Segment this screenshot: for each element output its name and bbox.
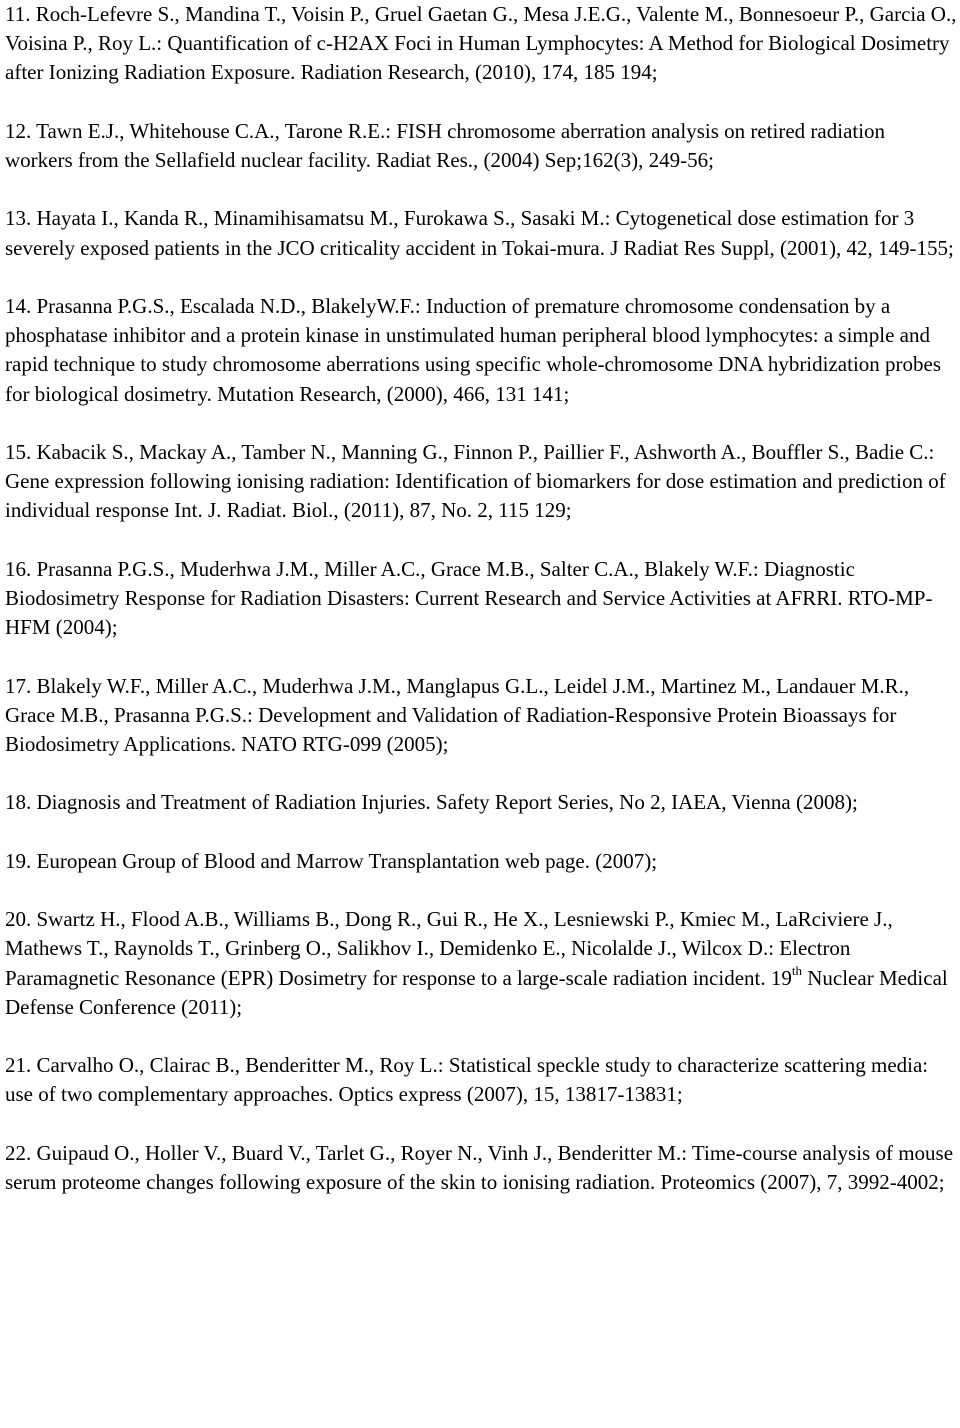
reference-spacer bbox=[5, 88, 957, 117]
reference-text: European Group of Blood and Marrow Transplantation web page. (2007); bbox=[36, 848, 658, 873]
reference-spacer bbox=[5, 1110, 957, 1139]
reference-item bbox=[5, 117, 957, 175]
reference-spacer bbox=[5, 876, 957, 905]
reference-item bbox=[5, 788, 957, 817]
reference-text: Prasanna P.G.S., Escalada N.D., BlakelyW.F.: Induction of premature chromosome condensation by a phosphatase inhibitor and a protein kinase in unstimulated human peripheral blood lymphocytes: a simple and rapid technique to study chromosome aberrations using specific whole-chromosome DNA hybridization probes for biological dosimetry. Mutation Research, (2000), 466, 131 141; bbox=[5, 293, 942, 406]
reference-number: 14. bbox=[5, 293, 32, 318]
reference-spacer bbox=[5, 759, 957, 788]
reference-spacer bbox=[5, 409, 957, 438]
reference-text: Hayata I., Kanda R., Minamihisamatsu M., Furokawa S., Sasaki M.: Cytogenetical dose estimation for 3 severely exposed patients in the JCO criticality accident in Tokai-mura. J Radiat Res Suppl, (2001), 42, 149-155; bbox=[5, 206, 954, 260]
reference-number: 20. bbox=[5, 907, 32, 932]
reference-number: 21. bbox=[5, 1053, 32, 1078]
reference-spacer bbox=[5, 526, 957, 555]
reference-number: 19. bbox=[5, 848, 32, 873]
reference-number: 22. bbox=[5, 1140, 32, 1165]
reference-item bbox=[5, 204, 957, 262]
reference-item bbox=[5, 672, 957, 760]
reference-text-continued: Nuclear Medical Defense Conference (2011); bbox=[5, 965, 948, 1019]
reference-item bbox=[5, 555, 957, 643]
reference-number: 12. bbox=[5, 118, 32, 143]
reference-text: Prasanna P.G.S., Muderhwa J.M., Miller A.C., Grace M.B., Salter C.A., Blakely W.F.: Diagnostic Biodosimetry Response for Radiation Disasters: Current Research and Service Activities at AFRRI. RTO-MP-HFM (2004); bbox=[5, 556, 933, 640]
reference-item bbox=[5, 438, 957, 526]
reference-text: Carvalho O., Clairac B., Benderitter M., Roy L.: Statistical speckle study to characterize scattering media: use of two complementary approaches. Optics express (2007), 15, 13817-13831; bbox=[5, 1053, 929, 1107]
ordinal-superscript: th bbox=[791, 962, 802, 978]
reference-text: Guipaud O., Holler V., Buard V., Tarlet G., Royer N., Vinh J., Benderitter M.: Time-course analysis of mouse serum proteome changes following exposure of the skin to ionising radiation. Proteomics (2007), 7, 3992-4002; bbox=[5, 1140, 954, 1194]
reference-number: 17. bbox=[5, 673, 32, 698]
reference-item bbox=[5, 905, 957, 1022]
reference-number: 13. bbox=[5, 206, 32, 231]
reference-text: Tawn E.J., Whitehouse C.A., Tarone R.E.: FISH chromosome aberration analysis on retired radiation workers from the Sellafield nuclear facility. Radiat Res., (2004) Sep;162(3), 249-56; bbox=[5, 118, 886, 172]
reference-item bbox=[5, 1139, 957, 1197]
reference-number: 18. bbox=[5, 790, 32, 815]
reference-number: 15. bbox=[5, 439, 32, 464]
reference-number: 16. bbox=[5, 556, 32, 581]
reference-list bbox=[5, 0, 957, 1197]
reference-spacer bbox=[5, 818, 957, 847]
reference-spacer bbox=[5, 175, 957, 204]
reference-text: Diagnosis and Treatment of Radiation Injuries. Safety Report Series, No 2, IAEA, Vienna (2008); bbox=[36, 790, 858, 815]
reference-item bbox=[5, 292, 957, 409]
reference-number: 11. bbox=[5, 2, 31, 26]
reference-item bbox=[5, 847, 957, 876]
reference-text: Kabacik S., Mackay A., Tamber N., Manning G., Finnon P., Paillier F., Ashworth A., Bouffler S., Badie C.: Gene expression following ionising radiation: Identification of biomarkers for dose estimation and prediction of individual response Int. J. Radiat. Biol., (2011), 87, No. 2, 115 129; bbox=[5, 439, 946, 523]
reference-text: Swartz H., Flood A.B., Williams B., Dong R., Gui R., He X., Lesniewski P., Kmiec M., LaRciviere J., Mathews T., Raynolds T., Grinberg O., Salikhov I., Demidenko E., Nicolalde J., Wilcox D.: Electron Paramagnetic Resonance (EPR) Dosimetry for response to a large-scale radiation incident. 19 bbox=[5, 907, 893, 990]
reference-item bbox=[5, 0, 957, 88]
reference-spacer bbox=[5, 263, 957, 292]
reference-spacer bbox=[5, 642, 957, 671]
reference-text: Roch-Lefevre S., Mandina T., Voisin P., Gruel Gaetan G., Mesa J.E.G., Valente M., Bonnesoeur P., Garcia O., Voisina P., Roy L.: Quantification of c-H2AX Foci in Human Lymphocytes: A Method for Biological Dosimetry after Ionizing Radiation Exposure. Radiation Research, (2010), 174, 185 194; bbox=[5, 2, 957, 85]
reference-item bbox=[5, 1051, 957, 1109]
reference-text: Blakely W.F., Miller A.C., Muderhwa J.M., Manglapus G.L., Leidel J.M., Martinez M., Landauer M.R., Grace M.B., Prasanna P.G.S.: Development and Validation of Radiation-Responsive Protein Bioassays for Biodosimetry Applications. NATO RTG-099 (2005); bbox=[5, 673, 910, 756]
reference-spacer bbox=[5, 1022, 957, 1051]
